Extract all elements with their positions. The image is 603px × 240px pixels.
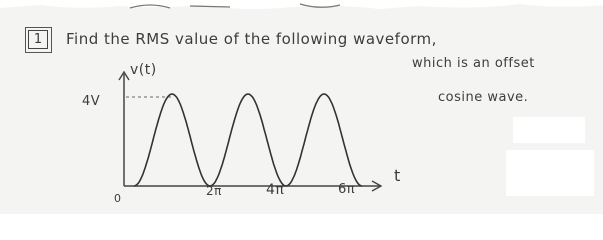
y-axis-label: v(t)	[130, 62, 157, 78]
x-axis-label: t	[394, 166, 401, 185]
tick-label-2pi: 2π	[206, 184, 222, 198]
problem-text-line2: which is an offset	[412, 56, 535, 71]
problem-text-line1: Find the RMS value of the following waveform,	[66, 30, 437, 48]
origin-label: 0	[114, 192, 122, 205]
problem-text-line3: cosine wave.	[438, 90, 529, 105]
redaction-box	[513, 117, 585, 143]
redaction-box	[506, 150, 594, 196]
amplitude-label: 4V	[82, 94, 101, 109]
tick-label-6pi: 6π	[338, 182, 356, 197]
bottom-margin	[0, 214, 603, 227]
tick-label-4pi: 4π	[266, 182, 285, 198]
question-number: 1	[28, 30, 48, 49]
waveform-curve	[134, 94, 362, 186]
